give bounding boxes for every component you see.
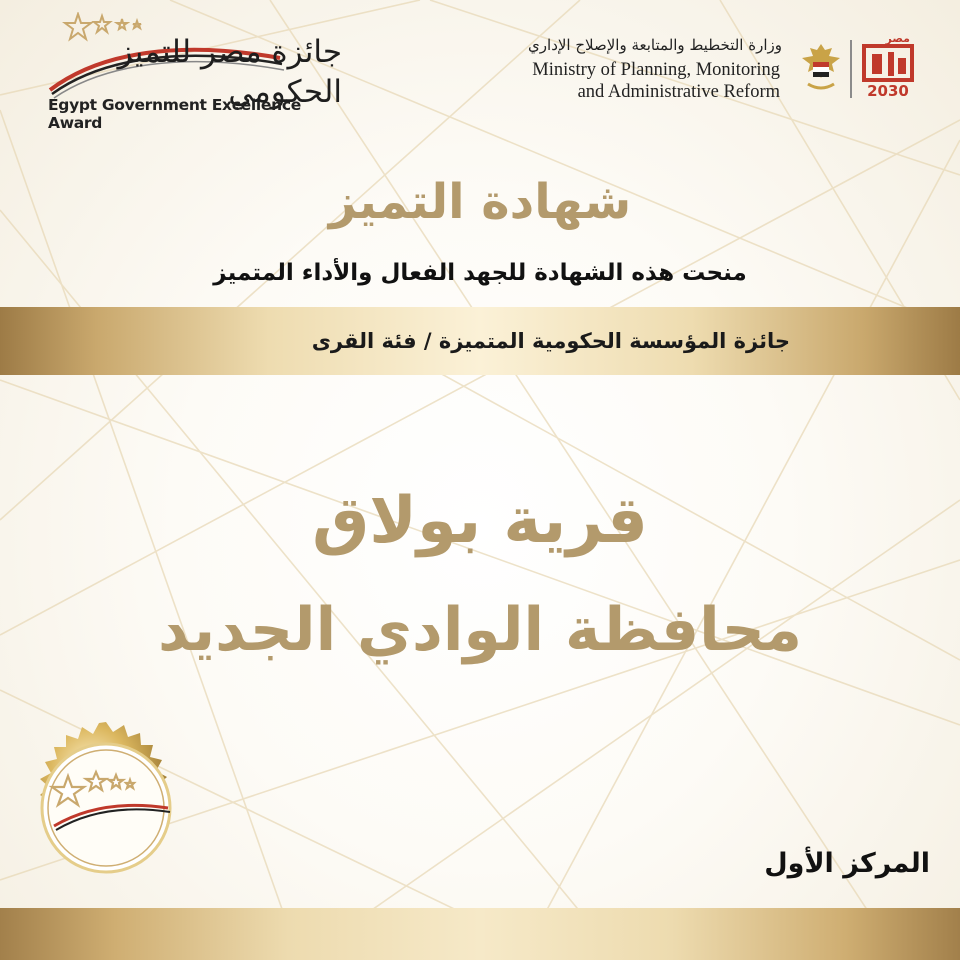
gold-seal-icon — [18, 720, 194, 896]
vision-logo-year: 2030 — [867, 82, 909, 100]
egypt-eagle-emblem-icon — [796, 38, 846, 98]
award-name-arabic: جائزة مصر للتميز الحكومي — [117, 34, 342, 110]
ministry-name-english-line1: Ministry of Planning, Monitoring — [532, 60, 780, 80]
ministry-name-arabic: وزارة التخطيط والمتابعة والإصلاح الإداري — [528, 36, 782, 54]
egypt-vision-2030-logo-icon — [858, 30, 918, 102]
recipient-governorate: محافظة الوادي الجديد — [157, 595, 803, 665]
bottom-gold-ribbon — [0, 908, 960, 960]
recipient-village: قرية بولاق — [312, 484, 648, 558]
vision-logo-arabic: مصر — [885, 32, 910, 45]
certificate-title: شهادة التميز — [328, 174, 632, 230]
ministry-name-english-line2: and Administrative Reform — [577, 82, 780, 102]
rank-label: المركز الأول — [764, 848, 930, 879]
header-divider — [850, 40, 852, 98]
award-name-english: Egypt Government Excellence Award — [48, 96, 301, 132]
award-category: جائزة المؤسسة الحكومية المتميزة / فئة القرى — [311, 329, 790, 353]
certificate-subtitle: منحت هذه الشهادة للجهد الفعال والأداء المتميز — [213, 260, 747, 286]
